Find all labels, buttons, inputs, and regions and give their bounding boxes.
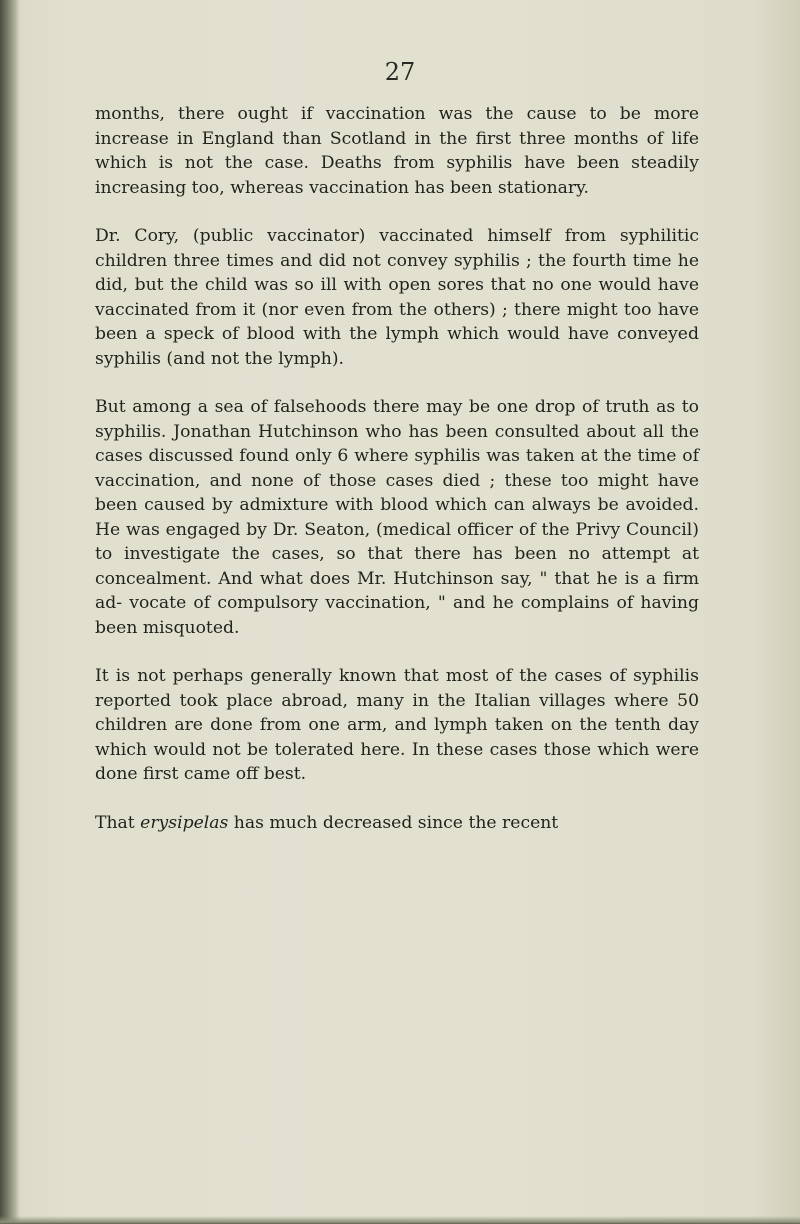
paragraph-5-start: That: [95, 812, 141, 833]
paragraph-3: But among a sea of falsehoods there may be one drop of truth as to syphilis. Jonathan Hutchinson who has been consulted about all the cases discussed found only 6 where syphilis was taken at the time of vaccination, and none of those cases died ; these too might have been caused by admixture with blood which can always be avoided. He was engaged by Dr. Seaton, (medical officer of the Privy Council) to investigate the cases, so that there has been no attempt at concealment. And what does Mr. Hutchinson say, " that he is a firm ad- vocate of compulsory vaccination, " and he complains of having been misquoted.: [95, 397, 699, 638]
page-number: 27: [384, 58, 416, 86]
paragraph-2: Dr. Cory, (public vaccinator) vaccinated himself from syphilitic children three times and did not convey syphilis ; the fourth time he did, but the child was so ill with open sores that no one would have vaccinated from it (nor even from the others) ; there might too have been a speck of blood with the lymph which would have conveyed syphilis (and not the lymph).: [95, 226, 699, 369]
paragraph-4: It is not perhaps generally known that most of the cases of syphilis reported took place abroad, many in the Italian villages where 50 children are done from one arm, and lymph taken on the tenth day which would not be tolerated here. In these cases those which were done first came off best.: [95, 666, 699, 784]
body-text: [95, 102, 699, 859]
page-bottom-edge: [0, 1216, 800, 1224]
paragraph-5-end: has much decreased since the recent: [228, 812, 559, 833]
binding-shadow: [0, 0, 20, 1224]
paragraph-1: months, there ought if vaccination was the cause to be more increase in England than Scotland in the first three months of life which is not the case. Deaths from syphilis have been steadily increasing too, whereas vaccination has been stationary.: [95, 104, 699, 198]
paragraph-5: [95, 811, 699, 836]
italic-term: erysipelas: [140, 812, 229, 833]
